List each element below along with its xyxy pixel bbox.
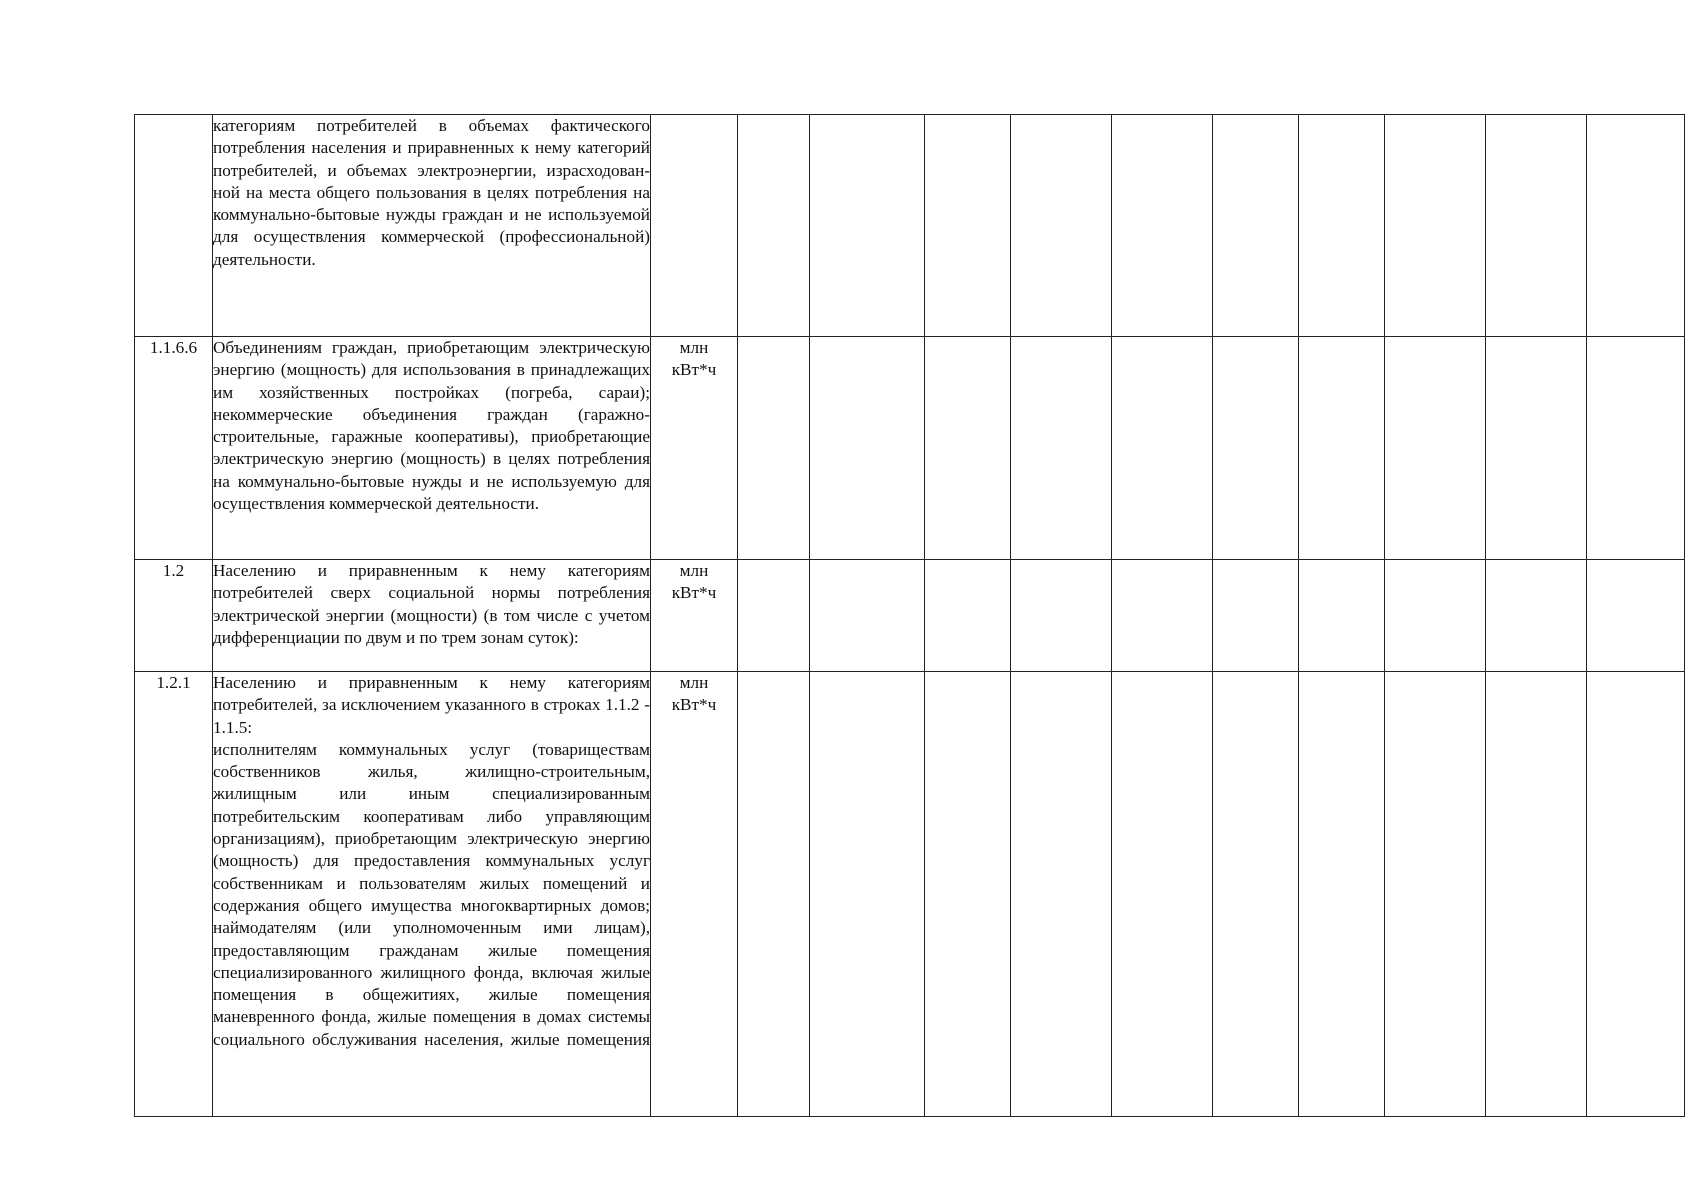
description-text: категориям потребителей в объемах фактического потребления населения и приравненных к нему категорий потребителей, и объемах электроэнергии, израсходован-ной на места общего пользования в целях потребления на коммунально-бытовые нужды граждан и не используемой для осуществления коммерческой (профессиональной) деятельности. — [213, 116, 650, 269]
value-cell — [925, 115, 1011, 337]
value-cell — [1112, 115, 1213, 337]
table-row — [135, 672, 1685, 1117]
unit-line-2: кВт*ч — [671, 695, 717, 715]
description-intro: Населению и приравненным к нему категориям потребителей, за исключением указанного в строках 1.1.2 - 1.1.5: — [213, 673, 650, 737]
unit-cell — [651, 672, 738, 1117]
value-cell — [1385, 337, 1486, 560]
tariff-volume-table — [134, 114, 1685, 1117]
value-cell — [925, 672, 1011, 1117]
value-cell — [1011, 672, 1112, 1117]
value-cell — [810, 337, 925, 560]
table-row — [135, 337, 1685, 560]
unit-line-2: кВт*ч — [671, 583, 717, 603]
value-cell — [810, 672, 925, 1117]
value-cell — [1011, 337, 1112, 560]
value-cell — [1587, 337, 1685, 560]
value-cell — [1011, 115, 1112, 337]
value-cell — [1213, 672, 1299, 1117]
value-cell — [1213, 560, 1299, 672]
value-cell — [1486, 560, 1587, 672]
row-description — [213, 115, 651, 337]
value-cell — [1299, 672, 1385, 1117]
unit-cell — [651, 115, 738, 337]
unit-cell — [651, 560, 738, 672]
value-cell — [1213, 115, 1299, 337]
row-description — [213, 672, 651, 1117]
value-cell — [1299, 560, 1385, 672]
value-cell — [738, 672, 810, 1117]
row-number — [135, 115, 213, 337]
value-cell — [1486, 115, 1587, 337]
value-cell — [1385, 560, 1486, 672]
table-row — [135, 560, 1685, 672]
unit-line-1: млн — [679, 561, 709, 580]
value-cell — [925, 337, 1011, 560]
value-cell — [1112, 672, 1213, 1117]
row-number: 1.2.1 — [135, 672, 213, 1117]
value-cell — [738, 560, 810, 672]
value-cell — [925, 560, 1011, 672]
value-cell — [1385, 672, 1486, 1117]
table-row — [135, 115, 1685, 337]
value-cell — [738, 337, 810, 560]
value-cell — [738, 115, 810, 337]
value-cell — [1299, 337, 1385, 560]
unit-line-2: кВт*ч — [671, 360, 717, 380]
value-cell — [810, 560, 925, 672]
value-cell — [1385, 115, 1486, 337]
value-cell — [1587, 115, 1685, 337]
unit-cell — [651, 337, 738, 560]
row-number: 1.1.6.6 — [135, 337, 213, 560]
value-cell — [1213, 337, 1299, 560]
value-cell — [1112, 560, 1213, 672]
value-cell — [810, 115, 925, 337]
value-cell — [1486, 337, 1587, 560]
description-text: Объединениям граждан, приобретающим электрическую энергию (мощность) для использования в принадлежащих им хозяйственных постройках (погреба, сараи); некоммерческие объединения граждан (гаражно-строительные, гаражные кооперативы), приобретающие электрическую энергию (мощность) в целях потребления на коммунально-бытовые нужды и не используемую для осуществления коммерческой деятельности. — [213, 338, 650, 514]
value-cell — [1587, 672, 1685, 1117]
unit-line-1: млн — [679, 338, 709, 357]
value-cell — [1486, 672, 1587, 1117]
row-description — [213, 560, 651, 672]
value-cell — [1299, 115, 1385, 337]
row-number: 1.2 — [135, 560, 213, 672]
description-text: Населению и приравненным к нему категориям потребителей сверх социальной нормы потребления электрической энергии (мощности) (в том числе с учетом дифференциации по двум и по трем зонам суток): — [213, 561, 650, 647]
row-description — [213, 337, 651, 560]
unit-line-1: млн — [679, 673, 709, 692]
value-cell — [1587, 560, 1685, 672]
description-clip — [213, 672, 650, 1114]
value-cell — [1011, 560, 1112, 672]
value-cell — [1112, 337, 1213, 560]
description-text: исполнителям коммунальных услуг (товариществам собственников жилья, жилищно-строительным, жилищным или иным специализированным потребительским кооперативам либо управляющим организациям), приобретающим электрическую энергию (мощность) для предоставления коммунальных услуг собственникам и пользователям жилых помещений и содержания общего имущества многоквартирных домов; наймодателям (или уполномоченным ими лицам), предоставляющим гражданам жилые помещения специализированного жилищного фонда, включая жилые помещения в общежитиях, жилые помещения маневренного фонда, жилые помещения в домах системы социального обслуживания населения, жилые помещения — [213, 739, 650, 1049]
